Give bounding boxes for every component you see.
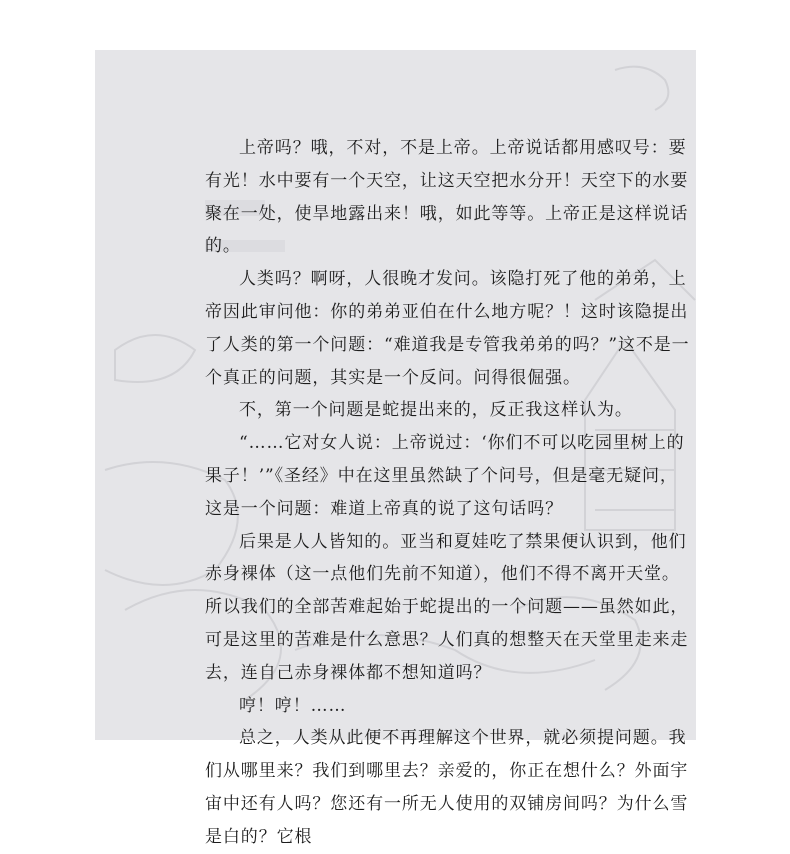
paragraph-1: 上帝吗？哦，不对，不是上帝。上帝说话都用感叹号：要有光！水中要有一个天空，让这天空把水分开！天空下的水要聚在一处，使旱地露出来！哦，如此等等。上帝正是这样说话的。 <box>205 138 689 257</box>
paragraph-7: 总之，人类从此便不再理解这个世界，就必须提问题。我们从哪里来？我们到哪里去？亲爱的，你正在想什么？外面宇宙中还有人吗？您还有一所无人使用的双铺房间吗？为什么雪是白的？它根 <box>205 728 689 847</box>
paragraph-5: 后果是人人皆知的。亚当和夏娃吃了禁果便认识到，他们赤身裸体（这一点他们先前不知道），他们不得不离开天堂。所以我们的全部苦难起始于蛇提出的一个问题——虽然如此，可是这里的苦难是什么意思？人们真的想整天在天堂里走来走去，连自己赤身裸体都不想知道吗？ <box>205 531 689 683</box>
paragraph-3: 不，第一个问题是蛇提出来的，反正我这样认为。 <box>239 400 633 421</box>
paragraph-4: “……它对女人说：上帝说过：‘你们不可以吃园里树上的果子！’”《圣经》中在这里虽然缺了个问号，但是毫无疑问，这是一个问题：难道上帝真的说了这句话吗？ <box>205 433 685 519</box>
body-text <box>205 132 695 854</box>
paragraph-6: 哼！哼！…… <box>239 695 347 716</box>
book-page <box>95 50 696 847</box>
paragraph-2: 人类吗？啊呀，人很晚才发问。该隐打死了他的弟弟，上帝因此审问他：你的弟弟亚伯在什么地方呢？！这时该隐提出了人类的第一个问题：“难道我是专管我弟弟的吗？”这不是一个真正的问题，其实是一个反问。问得很倔强。 <box>205 269 690 388</box>
